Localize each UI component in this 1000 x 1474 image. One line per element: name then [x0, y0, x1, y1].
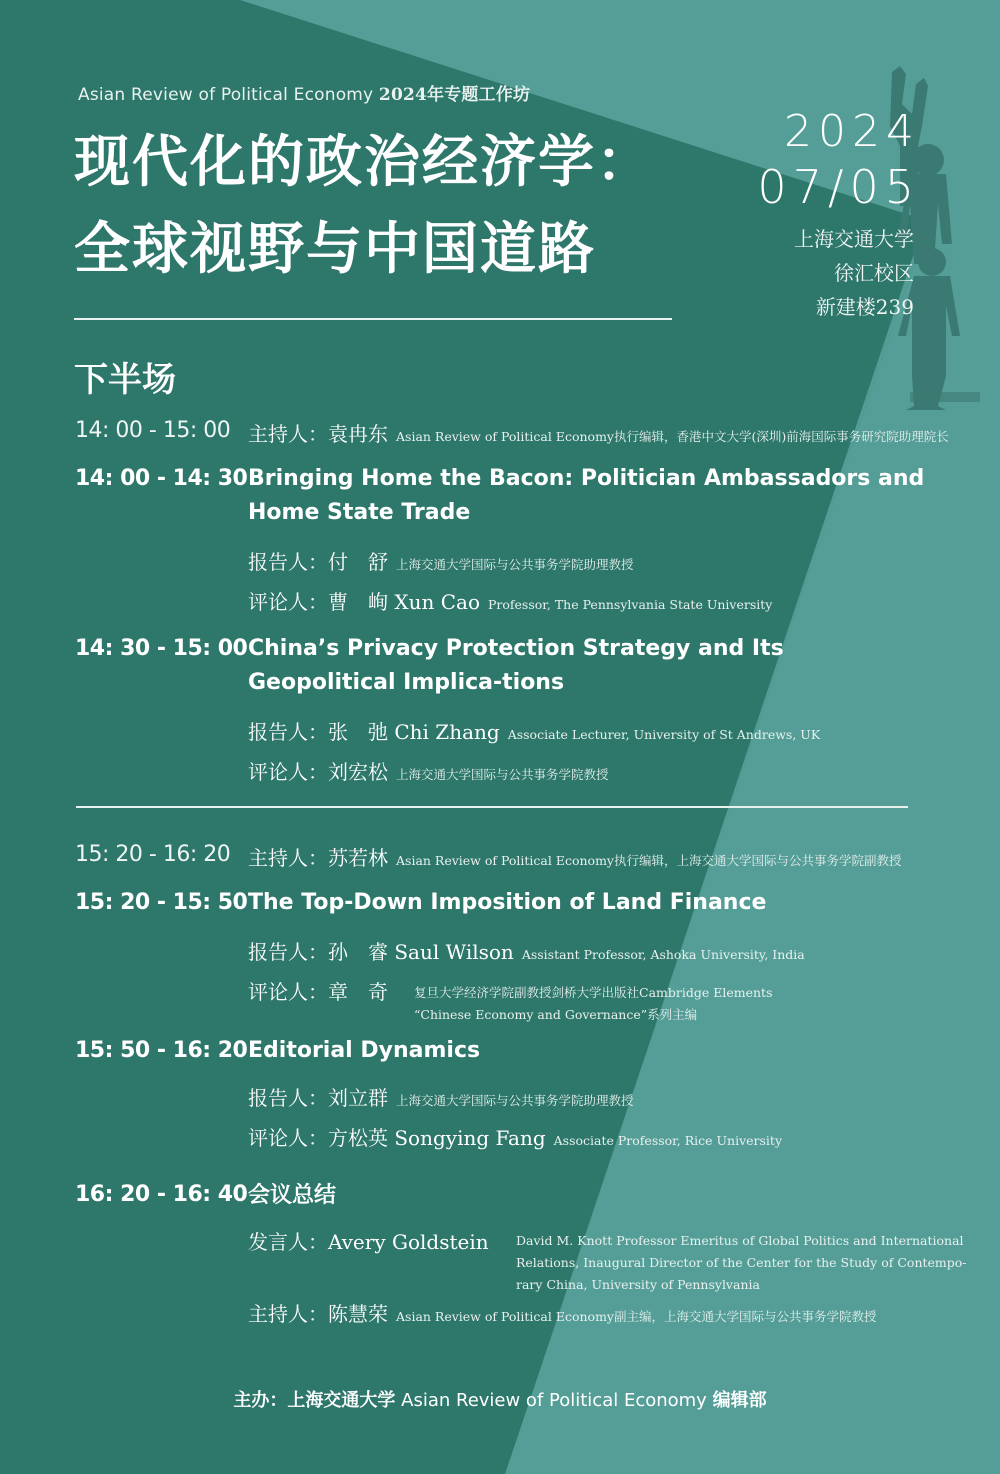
closing-host: [248, 1298, 877, 1327]
speaker-role: 发言人：: [248, 1230, 328, 1254]
organizer-dept: 编辑部: [712, 1390, 767, 1411]
host-role: 主持人：: [248, 1302, 328, 1326]
workshop-year-label: 2024年专题工作坊: [378, 85, 531, 105]
workshop-subtitle: [78, 80, 530, 105]
presenter-affiliation: 上海交通大学国际与公共事务学院助理教授: [396, 557, 634, 572]
session-host: [248, 842, 902, 871]
host-role: 主持人：: [248, 846, 328, 870]
discussant-role: 评论人：: [248, 1126, 328, 1150]
presenter-affiliation: Assistant Professor, Ashoka University, India: [521, 947, 805, 962]
presenter-name: 张 弛 Chi Zhang: [328, 720, 500, 744]
venue-line2: 徐汇校区: [834, 261, 914, 285]
session-host: [248, 418, 949, 447]
venue: [794, 222, 914, 324]
organizer-label: 主办：上海交通大学: [233, 1390, 396, 1411]
host-name: 袁冉东: [328, 422, 388, 446]
discussant-affiliation: 上海交通大学国际与公共事务学院教授: [396, 767, 609, 782]
speaker-name: Avery Goldstein: [328, 1230, 489, 1254]
discussant: [248, 976, 388, 1005]
journal-name: Asian Review of Political Economy: [78, 85, 374, 105]
presenter-role: 报告人：: [248, 1086, 328, 1110]
presenter-role: 报告人：: [248, 940, 328, 964]
presenter-affiliation: Associate Lecturer, University of St Andrews, UK: [507, 727, 821, 742]
section-label: 下半场: [74, 360, 176, 400]
presenter-role: 报告人：: [248, 550, 328, 574]
closing-time: 16: 20 - 16: 40: [75, 1182, 248, 1207]
host-name: 苏若林: [328, 846, 388, 870]
discussant-role: 评论人：: [248, 980, 328, 1004]
discussant-role: 评论人：: [248, 760, 328, 784]
speaker-affiliation-line1: David M. Knott Professor Emeritus of Global Politics and International: [516, 1233, 964, 1248]
discussant: [248, 756, 609, 785]
talk-title: Bringing Home the Bacon: Politician Ambassadors and Home State Trade: [248, 466, 925, 525]
presenter: [248, 546, 634, 575]
presenter-role: 报告人：: [248, 720, 328, 744]
talk-title: China’s Privacy Protection Strategy and Its Geopolitical Implica-tions: [248, 636, 784, 695]
presenter-name: 付 舒: [328, 550, 388, 574]
discussant-affiliation-line1: 复旦大学经济学院副教授剑桥大学出版社Cambridge Elements: [414, 985, 773, 1000]
host-affiliation: Asian Review of Political Economy执行编辑，上海交通大学国际与公共事务学院副教授: [396, 853, 902, 868]
talk-title: Editorial Dynamics: [248, 1038, 481, 1063]
host-affiliation: Asian Review of Political Economy执行编辑，香港中文大学(深圳)前海国际事务研究院助理院长: [396, 429, 949, 444]
presenter: [248, 936, 805, 965]
discussant-affiliation: [414, 982, 772, 1026]
discussant-name: 章 奇: [328, 980, 388, 1004]
host-affiliation: Asian Review of Political Economy副主编，上海交通大学国际与公共事务学院教授: [396, 1309, 877, 1324]
discussant-affiliation-line2: “Chinese Economy and Governance”系列主编: [414, 1007, 698, 1022]
speaker-affiliation-line2: Relations, Inaugural Director of the Center for the Study of Contempo-: [516, 1255, 967, 1270]
talk-time: 15: 20 - 15: 50: [75, 890, 248, 915]
host-role: 主持人：: [248, 422, 328, 446]
discussant-name: 方松英 Songying Fang: [328, 1126, 546, 1150]
talk-time: 15: 50 - 16: 20: [75, 1038, 248, 1063]
page-title-line2: 全球视野与中国道路: [74, 217, 596, 282]
session-time: 15: 20 - 16: 20: [75, 842, 231, 867]
speaker-affiliation-line3: rary China, University of Pennsylvania: [516, 1277, 760, 1292]
session-time: 14: 00 - 15: 00: [75, 418, 231, 443]
organizer-footer: [0, 1386, 1000, 1412]
page-title-line1: 现代化的政治经济学：: [74, 130, 654, 195]
discussant-name: 刘宏松: [328, 760, 388, 784]
discussant-role: 评论人：: [248, 590, 328, 614]
presenter: [248, 1082, 634, 1111]
discussant-affiliation: Associate Professor, Rice University: [553, 1133, 783, 1148]
title-divider: [74, 318, 672, 320]
closing-title: 会议总结: [248, 1182, 337, 1208]
venue-line1: 上海交通大学: [794, 227, 914, 251]
presenter-name: 孙 睿 Saul Wilson: [328, 940, 514, 964]
presenter: [248, 716, 820, 745]
presenter-affiliation: 上海交通大学国际与公共事务学院助理教授: [396, 1093, 634, 1108]
section-divider: [76, 806, 908, 808]
talk-title: The Top-Down Imposition of Land Finance: [248, 890, 767, 915]
date-year: 2024: [784, 106, 920, 157]
organizer-journal: Asian Review of Political Economy: [401, 1390, 707, 1411]
talk-time: 14: 30 - 15: 00: [75, 636, 248, 661]
discussant: [248, 1122, 782, 1151]
host-name: 陈慧荣: [328, 1302, 388, 1326]
discussant: [248, 586, 772, 615]
discussant-affiliation: Professor, The Pennsylvania State University: [487, 597, 773, 612]
venue-line3: 新建楼239: [815, 295, 914, 319]
talk-time: 14: 00 - 14: 30: [75, 466, 248, 491]
date-day: 07/05: [757, 160, 920, 214]
closing-speaker: [248, 1226, 489, 1255]
discussant-name: 曹 峋 Xun Cao: [328, 590, 480, 614]
speaker-affiliation: [516, 1230, 967, 1296]
presenter-name: 刘立群: [328, 1086, 388, 1110]
